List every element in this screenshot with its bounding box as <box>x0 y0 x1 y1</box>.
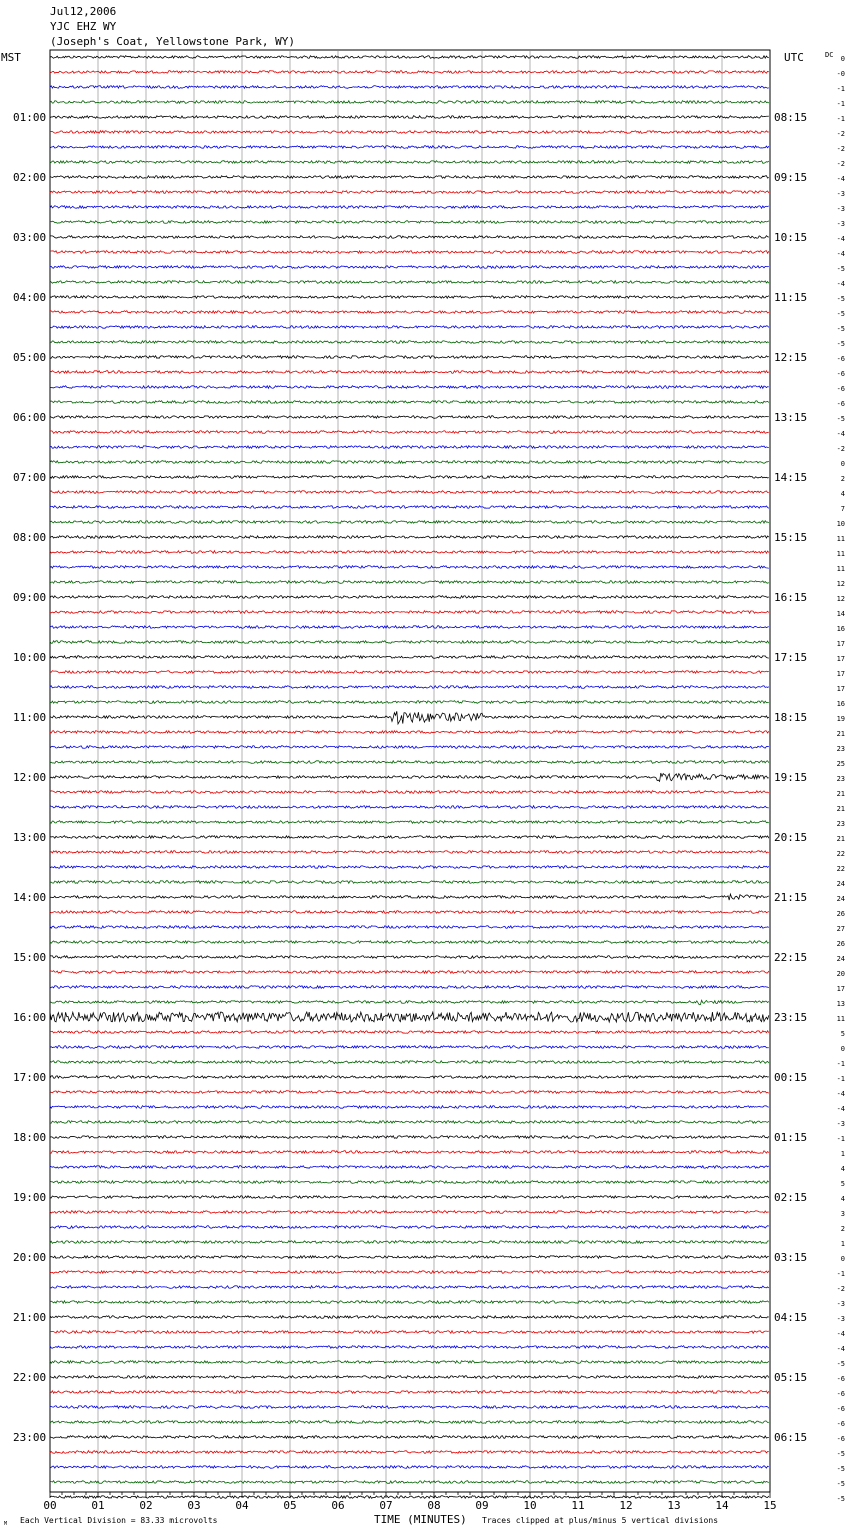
trace-row <box>50 941 769 944</box>
dc-offset-label: 20 <box>836 970 845 978</box>
x-axis-label: TIME (MINUTES) <box>374 1513 467 1526</box>
dc-offset-label: -1 <box>836 1135 845 1143</box>
dc-offset-label: -6 <box>836 1375 845 1383</box>
trace-row <box>50 926 769 929</box>
dc-offset-label: -1 <box>836 100 845 108</box>
dc-offset-label: -2 <box>836 145 845 153</box>
x-tick-label: 08 <box>427 1499 441 1512</box>
mst-hour-label: 09:00 <box>13 591 47 604</box>
trace-row <box>50 551 769 554</box>
dc-offset-label: -4 <box>836 250 845 258</box>
trace-row <box>50 296 769 299</box>
utc-hour-label: 12:15 <box>774 351 808 364</box>
trace-row <box>50 1421 769 1424</box>
trace-row <box>50 311 769 314</box>
x-tick-label: 15 <box>763 1499 777 1512</box>
dc-offset-label: 1 <box>840 1150 845 1158</box>
dc-offset-label: -5 <box>836 265 845 273</box>
trace-row <box>50 1106 769 1109</box>
dc-offset-label: -5 <box>836 1480 845 1488</box>
trace-row <box>50 161 769 164</box>
utc-hour-label: 18:15 <box>774 711 808 724</box>
utc-hour-label: 16:15 <box>774 591 808 604</box>
trace-row <box>50 1091 769 1094</box>
trace-row <box>50 1151 769 1154</box>
dc-offset-label: -4 <box>836 235 845 243</box>
dc-offset-label: 5 <box>840 1180 845 1188</box>
trace-row <box>50 1331 769 1334</box>
trace-row <box>50 1076 769 1079</box>
dc-offset-label: 16 <box>836 700 845 708</box>
trace-row <box>50 1226 769 1229</box>
trace-row <box>50 1271 769 1274</box>
trace-row <box>50 221 769 224</box>
trace-row <box>50 596 769 599</box>
dc-offset-label: 17 <box>836 685 845 693</box>
dc-offset-label: -0 <box>836 70 845 78</box>
dc-offset-label: -3 <box>836 1300 845 1308</box>
trace-row <box>50 1196 769 1199</box>
dc-offset-label: 23 <box>836 775 845 783</box>
dc-offset-label: -6 <box>836 355 845 363</box>
trace-row <box>50 806 769 809</box>
dc-offset-label: 5 <box>840 1030 845 1038</box>
trace-row <box>50 1376 769 1379</box>
dc-offset-label: 11 <box>836 535 845 543</box>
trace-row <box>50 206 769 209</box>
utc-hour-label: 00:15 <box>774 1071 808 1084</box>
x-tick-label: 03 <box>187 1499 201 1512</box>
dc-offset-label: 0 <box>840 1255 845 1263</box>
dc-offset-label: 4 <box>840 1165 845 1173</box>
dc-offset-label: -3 <box>836 1120 845 1128</box>
dc-offset-label: -1 <box>836 1075 845 1083</box>
dc-offset-label: 12 <box>836 595 845 603</box>
trace-row <box>50 711 769 724</box>
dc-offset-label: -1 <box>836 85 845 93</box>
trace-row <box>50 1046 769 1049</box>
dc-offset-label: -6 <box>836 1420 845 1428</box>
mst-hour-label: 03:00 <box>13 231 47 244</box>
trace-row <box>50 1181 769 1184</box>
trace-row <box>50 671 769 674</box>
dc-offset-label: -3 <box>836 205 845 213</box>
trace-row <box>50 476 769 479</box>
dc-offset-label: 26 <box>836 910 845 918</box>
trace-row <box>50 1256 769 1259</box>
utc-hour-label: 22:15 <box>774 951 808 964</box>
utc-hour-label: 23:15 <box>774 1011 808 1024</box>
x-tick-label: 12 <box>619 1499 633 1512</box>
trace-row <box>50 686 769 689</box>
dc-offset-label: 0 <box>840 1045 845 1053</box>
trace-row <box>50 1301 769 1304</box>
dc-offset-label: -6 <box>836 1405 845 1413</box>
dc-offset-label: -2 <box>836 445 845 453</box>
trace-row <box>50 491 769 494</box>
dc-offset-label: 27 <box>836 925 845 933</box>
mst-hour-label: 15:00 <box>13 951 47 964</box>
mst-hour-label: 07:00 <box>13 471 47 484</box>
trace-row <box>50 356 769 359</box>
dc-offset-label: 7 <box>840 505 845 513</box>
trace-row <box>50 986 769 989</box>
utc-hour-label: 09:15 <box>774 171 808 184</box>
trace-row <box>50 416 769 419</box>
mst-hour-label: 12:00 <box>13 771 47 784</box>
trace-row <box>50 341 769 344</box>
dc-offset-label: 21 <box>836 790 845 798</box>
mst-hour-label: 17:00 <box>13 1071 47 1084</box>
mst-hour-label: 11:00 <box>13 711 47 724</box>
dc-offset-label: 17 <box>836 985 845 993</box>
trace-row <box>50 773 769 781</box>
dc-offset-label: 21 <box>836 805 845 813</box>
clip-note: Traces clipped at plus/minus 5 vertical divisions <box>482 1516 719 1525</box>
trace-row <box>50 1166 769 1169</box>
utc-hour-label: 21:15 <box>774 891 808 904</box>
dc-offset-label: -4 <box>836 175 845 183</box>
mst-hour-label: 19:00 <box>13 1191 47 1204</box>
dc-offset-label: 22 <box>836 865 845 873</box>
trace-row <box>50 656 769 659</box>
dc-offset-label: 19 <box>836 715 845 723</box>
dc-offset-label: 4 <box>840 1195 845 1203</box>
dc-offset-label: 0 <box>840 55 845 63</box>
x-tick-label: 13 <box>667 1499 681 1512</box>
trace-row <box>50 1316 769 1319</box>
dc-offset-label: 10 <box>836 520 845 528</box>
trace-row <box>50 701 769 704</box>
dc-offset-label: -3 <box>836 190 845 198</box>
trace-row <box>50 626 769 629</box>
dc-offset-label: -4 <box>836 1105 845 1113</box>
dc-offset-label: -6 <box>836 400 845 408</box>
trace-row <box>50 641 769 644</box>
mst-hour-label: 22:00 <box>13 1371 47 1384</box>
dc-offset-label: 12 <box>836 580 845 588</box>
trace-row <box>50 1481 769 1484</box>
trace-row <box>50 251 769 254</box>
dc-offset-label: -3 <box>836 220 845 228</box>
dc-offset-label: -2 <box>836 130 845 138</box>
mst-hour-label: 20:00 <box>13 1251 47 1264</box>
trace-row <box>50 191 769 194</box>
trace-row <box>50 1121 769 1124</box>
x-tick-label: 05 <box>283 1499 297 1512</box>
station-code: YJC EHZ WY <box>50 20 117 33</box>
dc-offset-label: 21 <box>836 835 845 843</box>
trace-row <box>50 1136 769 1139</box>
dc-offset-label: 2 <box>840 475 845 483</box>
dc-offset-label: 14 <box>836 610 845 618</box>
x-tick-label: 02 <box>139 1499 153 1512</box>
trace-row <box>50 446 769 449</box>
dc-offset-label: 1 <box>840 1240 845 1248</box>
trace-row <box>50 1466 769 1469</box>
dc-offset-label: -6 <box>836 1435 845 1443</box>
dc-offset-label: -6 <box>836 1390 845 1398</box>
trace-row <box>50 1060 769 1063</box>
x-tick-label: 04 <box>235 1499 249 1512</box>
scale-note: Each Vertical Division = 83.33 microvolts <box>20 1516 218 1525</box>
dc-offset-label: 26 <box>836 940 845 948</box>
trace-row <box>50 461 769 464</box>
trace-row <box>50 326 769 329</box>
dc-offset-label: 4 <box>840 490 845 498</box>
trace-row <box>50 1000 769 1004</box>
dc-offset-label: -1 <box>836 1270 845 1278</box>
dc-offset-label: -5 <box>836 1450 845 1458</box>
utc-hour-label: 02:15 <box>774 1191 808 1204</box>
trace-row <box>50 101 769 104</box>
x-tick-label: 10 <box>523 1499 537 1512</box>
mst-hour-label: 23:00 <box>13 1431 47 1444</box>
station-location: (Joseph's Coat, Yellowstone Park, WY) <box>50 35 296 48</box>
dc-offset-label: -5 <box>836 295 845 303</box>
trace-row <box>50 386 769 389</box>
dc-offset-label: 11 <box>836 1015 845 1023</box>
trace-row <box>50 911 769 914</box>
utc-hour-label: 13:15 <box>774 411 808 424</box>
mst-hour-label: 16:00 <box>13 1011 47 1024</box>
utc-hour-label: 19:15 <box>774 771 808 784</box>
trace-row <box>50 1241 769 1244</box>
dc-offset-label: -6 <box>836 370 845 378</box>
trace-row <box>50 894 769 900</box>
mst-hour-label: 10:00 <box>13 651 47 664</box>
dc-offset-label: 24 <box>836 955 845 963</box>
trace-row <box>50 1361 769 1364</box>
mst-hour-label: 05:00 <box>13 351 47 364</box>
mst-hour-label: 13:00 <box>13 831 47 844</box>
dc-offset-label: -4 <box>836 1330 845 1338</box>
utc-hour-label: 14:15 <box>774 471 808 484</box>
dc-offset-label: 17 <box>836 655 845 663</box>
dc-offset-label: -5 <box>836 325 845 333</box>
x-tick-label: 01 <box>91 1499 105 1512</box>
dc-offset-label: -5 <box>836 310 845 318</box>
dc-offset-label: -3 <box>836 1315 845 1323</box>
mst-hour-label: 21:00 <box>13 1311 47 1324</box>
utc-hour-label: 17:15 <box>774 651 808 664</box>
dc-offset-label: 24 <box>836 880 845 888</box>
utc-hour-label: 08:15 <box>774 111 808 124</box>
trace-row <box>50 611 769 614</box>
trace-row <box>50 176 769 179</box>
dc-offset-label: 11 <box>836 550 845 558</box>
trace-row <box>50 266 769 269</box>
dc-offset-label: 13 <box>836 1000 845 1008</box>
trace-row <box>50 431 769 434</box>
trace-row <box>50 761 769 764</box>
x-tick-label: 00 <box>43 1499 57 1512</box>
dc-offset-label: -5 <box>836 1465 845 1473</box>
trace-row <box>50 131 769 134</box>
dc-offset-label: -1 <box>836 115 845 123</box>
trace-row <box>50 146 769 149</box>
dc-offset-label: -4 <box>836 430 845 438</box>
dc-offset-label: -4 <box>836 280 845 288</box>
corner-mark: M <box>4 1521 8 1527</box>
dc-offset-label: 23 <box>836 745 845 753</box>
utc-hour-label: 01:15 <box>774 1131 808 1144</box>
trace-row <box>50 1406 769 1409</box>
trace-row <box>50 836 769 839</box>
trace-row <box>50 1031 769 1034</box>
trace-row <box>50 1451 769 1454</box>
dc-offset-label: -2 <box>836 1285 845 1293</box>
utc-hour-label: 10:15 <box>774 231 808 244</box>
trace-row <box>50 536 769 539</box>
x-tick-label: 06 <box>331 1499 345 1512</box>
dc-offset-label: -6 <box>836 385 845 393</box>
trace-row <box>50 1012 769 1022</box>
dc-offset-label: -5 <box>836 340 845 348</box>
trace-row <box>50 851 769 854</box>
dc-offset-label: -1 <box>836 1060 845 1068</box>
trace-row <box>50 236 769 239</box>
x-tick-label: 07 <box>379 1499 393 1512</box>
dc-offset-label: -5 <box>836 1495 845 1503</box>
dc-offset-label: 17 <box>836 670 845 678</box>
dc-title: DC <box>825 51 834 59</box>
trace-row <box>50 866 769 869</box>
dc-offset-label: 23 <box>836 820 845 828</box>
x-tick-label: 14 <box>715 1499 729 1512</box>
dc-offset-label: 16 <box>836 625 845 633</box>
trace-row <box>50 86 769 89</box>
trace-row <box>50 1496 769 1499</box>
trace-row <box>50 71 769 74</box>
mst-hour-label: 14:00 <box>13 891 47 904</box>
utc-hour-label: 20:15 <box>774 831 808 844</box>
mst-hour-label: 08:00 <box>13 531 47 544</box>
mst-axis-title: MST <box>1 51 21 64</box>
trace-row <box>50 881 769 884</box>
utc-hour-label: 05:15 <box>774 1371 808 1384</box>
trace-row <box>50 401 769 404</box>
dc-offset-label: 24 <box>836 895 845 903</box>
dc-offset-label: -5 <box>836 1360 845 1368</box>
dc-offset-label: -2 <box>836 160 845 168</box>
trace-row <box>50 746 769 749</box>
dc-offset-label: 25 <box>836 760 845 768</box>
trace-row <box>50 281 769 284</box>
utc-hour-label: 03:15 <box>774 1251 808 1264</box>
dc-offset-label: -4 <box>836 1090 845 1098</box>
trace-row <box>50 506 769 509</box>
utc-hour-label: 04:15 <box>774 1311 808 1324</box>
mst-hour-label: 04:00 <box>13 291 47 304</box>
trace-row <box>50 1211 769 1214</box>
dc-offset-label: 21 <box>836 730 845 738</box>
utc-hour-label: 15:15 <box>774 531 808 544</box>
mst-hour-label: 01:00 <box>13 111 47 124</box>
utc-axis-title: UTC <box>784 51 804 64</box>
dc-offset-label: 11 <box>836 565 845 573</box>
dc-offset-label: -5 <box>836 415 845 423</box>
trace-row <box>50 566 769 569</box>
trace-row <box>50 1391 769 1394</box>
trace-row <box>50 116 769 119</box>
trace-row <box>50 821 769 824</box>
dc-offset-label: 2 <box>840 1225 845 1233</box>
mst-hour-label: 06:00 <box>13 411 47 424</box>
mst-hour-label: 18:00 <box>13 1131 47 1144</box>
mst-hour-label: 02:00 <box>13 171 47 184</box>
dc-offset-label: 22 <box>836 850 845 858</box>
plot-date: Jul12,2006 <box>50 5 117 18</box>
dc-offset-label: 17 <box>836 640 845 648</box>
trace-row <box>50 1346 769 1349</box>
dc-offset-label: 0 <box>840 460 845 468</box>
x-tick-label: 11 <box>571 1499 585 1512</box>
trace-row <box>50 791 769 794</box>
trace-row <box>50 1436 769 1439</box>
trace-row <box>50 371 769 374</box>
trace-row <box>50 731 769 734</box>
trace-row <box>50 521 769 524</box>
dc-offset-label: -4 <box>836 1345 845 1353</box>
utc-hour-label: 11:15 <box>774 291 808 304</box>
utc-hour-label: 06:15 <box>774 1431 808 1444</box>
trace-row <box>50 956 769 959</box>
trace-row <box>50 581 769 584</box>
trace-row <box>50 1286 769 1289</box>
trace-row <box>50 56 769 59</box>
dc-offset-label: 3 <box>840 1210 845 1218</box>
x-tick-label: 09 <box>475 1499 489 1512</box>
trace-row <box>50 971 769 974</box>
